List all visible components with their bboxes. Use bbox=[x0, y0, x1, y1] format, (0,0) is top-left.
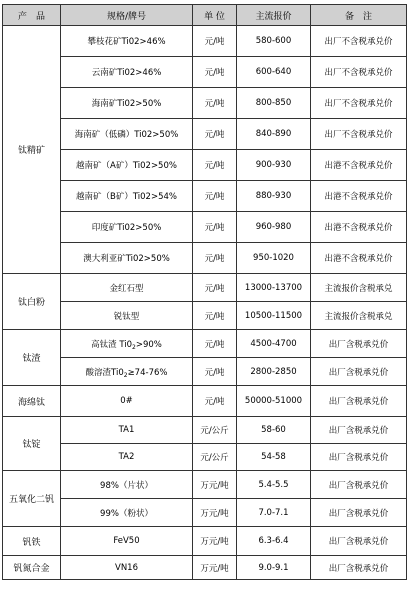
spec-cell: 印度矿Ti02>50% bbox=[61, 212, 193, 243]
table-row bbox=[3, 302, 407, 330]
unit-cell: 元/吨 bbox=[193, 88, 237, 119]
spec-cell: 海南矿（低磷）Ti02>50% bbox=[61, 119, 193, 150]
note-cell: 出港不含税承兑价 bbox=[311, 212, 407, 243]
note-cell: 出厂含税承兑价 bbox=[311, 417, 407, 444]
spec-cell: 攀枝花矿Ti02>46% bbox=[61, 26, 193, 57]
note-cell: 出厂含税承兑价 bbox=[311, 386, 407, 417]
table-row bbox=[3, 386, 407, 417]
spec-cell: 锐钛型 bbox=[61, 302, 193, 330]
note-cell: 出厂含税承兑价 bbox=[311, 471, 407, 499]
price-cell: 58-60 bbox=[237, 417, 311, 444]
spec-cell: TA1 bbox=[61, 417, 193, 444]
unit-cell: 万元/吨 bbox=[193, 499, 237, 527]
header-unit: 单 位 bbox=[193, 5, 237, 26]
unit-cell: 元/吨 bbox=[193, 386, 237, 417]
category-cell: 钛渣 bbox=[3, 330, 61, 386]
spec-cell bbox=[61, 330, 193, 358]
table-row bbox=[3, 330, 407, 358]
price-cell: 960-980 bbox=[237, 212, 311, 243]
price-table bbox=[2, 4, 407, 580]
table-row bbox=[3, 57, 407, 88]
spec-text: ≥74-76% bbox=[127, 367, 168, 378]
note-cell: 出厂含税承兑价 bbox=[311, 444, 407, 471]
spec-cell: 98%（片状） bbox=[61, 471, 193, 499]
note-cell: 出厂含税承兑价 bbox=[311, 556, 407, 580]
note-cell: 出港不含税承兑价 bbox=[311, 181, 407, 212]
spec-cell: 云南矿Ti02>46% bbox=[61, 57, 193, 88]
header-product: 产 品 bbox=[3, 5, 61, 26]
price-cell: 880-930 bbox=[237, 181, 311, 212]
category-cell: 钒氮合金 bbox=[3, 556, 61, 580]
category-cell: 五氧化二钒 bbox=[3, 471, 61, 527]
unit-cell: 元/吨 bbox=[193, 150, 237, 181]
category-cell: 钒铁 bbox=[3, 527, 61, 556]
table-row bbox=[3, 417, 407, 444]
price-cell: 5.4-5.5 bbox=[237, 471, 311, 499]
note-cell: 主流报价含税承兑 bbox=[311, 274, 407, 302]
unit-cell: 万元/吨 bbox=[193, 471, 237, 499]
subscript: 2 bbox=[132, 343, 136, 351]
spec-text: 高钛渣 Ti0 bbox=[91, 339, 133, 350]
note-cell: 出厂不含税承兑价 bbox=[311, 26, 407, 57]
spec-text: >90% bbox=[135, 339, 162, 350]
unit-cell: 元/公斤 bbox=[193, 444, 237, 471]
unit-cell: 元/吨 bbox=[193, 243, 237, 274]
header-spec: 规格/牌号 bbox=[61, 5, 193, 26]
category-cell: 钛精矿 bbox=[3, 26, 61, 274]
unit-cell: 元/吨 bbox=[193, 302, 237, 330]
unit-cell: 元/吨 bbox=[193, 212, 237, 243]
category-cell: 海绵钛 bbox=[3, 386, 61, 417]
subscript: 2 bbox=[123, 371, 128, 379]
spec-text: 酸溶渣Ti0 bbox=[85, 367, 124, 378]
note-cell: 出厂含税承兑价 bbox=[311, 358, 407, 386]
category-cell: 钛锭 bbox=[3, 417, 61, 471]
spec-cell: 99%（粉状） bbox=[61, 499, 193, 527]
unit-cell: 元/吨 bbox=[193, 274, 237, 302]
unit-cell: 元/吨 bbox=[193, 57, 237, 88]
table-row bbox=[3, 88, 407, 119]
note-cell: 出厂不含税承兑价 bbox=[311, 119, 407, 150]
unit-cell: 元/公斤 bbox=[193, 417, 237, 444]
table-row bbox=[3, 358, 407, 386]
price-cell: 950-1020 bbox=[237, 243, 311, 274]
spec-cell bbox=[61, 358, 193, 386]
price-cell: 4500-4700 bbox=[237, 330, 311, 358]
note-cell: 出港不含税承兑价 bbox=[311, 150, 407, 181]
unit-cell: 万元/吨 bbox=[193, 556, 237, 580]
table-row bbox=[3, 274, 407, 302]
table-row bbox=[3, 444, 407, 471]
spec-cell: VN16 bbox=[61, 556, 193, 580]
price-cell: 10500-11500 bbox=[237, 302, 311, 330]
spec-cell: TA2 bbox=[61, 444, 193, 471]
table-row bbox=[3, 26, 407, 57]
header-row bbox=[3, 5, 407, 26]
spec-cell: 0# bbox=[61, 386, 193, 417]
price-cell: 50000-51000 bbox=[237, 386, 311, 417]
unit-cell: 元/吨 bbox=[193, 358, 237, 386]
unit-cell: 万元/吨 bbox=[193, 527, 237, 556]
unit-cell: 元/吨 bbox=[193, 330, 237, 358]
price-cell: 54-58 bbox=[237, 444, 311, 471]
spec-cell: 海南矿Ti02>50% bbox=[61, 88, 193, 119]
unit-cell: 元/吨 bbox=[193, 181, 237, 212]
table-row bbox=[3, 527, 407, 556]
table-row bbox=[3, 556, 407, 580]
price-cell: 6.3-6.4 bbox=[237, 527, 311, 556]
table-row bbox=[3, 499, 407, 527]
spec-cell: FeV50 bbox=[61, 527, 193, 556]
spec-cell: 越南矿（A矿）Ti02>50% bbox=[61, 150, 193, 181]
unit-cell: 元/吨 bbox=[193, 26, 237, 57]
spec-cell: 越南矿（B矿）Ti02>54% bbox=[61, 181, 193, 212]
table-row bbox=[3, 212, 407, 243]
note-cell: 出厂含税承兑价 bbox=[311, 527, 407, 556]
note-cell: 出厂含税承兑价 bbox=[311, 499, 407, 527]
price-cell: 600-640 bbox=[237, 57, 311, 88]
price-cell: 7.0-7.1 bbox=[237, 499, 311, 527]
unit-cell: 元/吨 bbox=[193, 119, 237, 150]
table-row bbox=[3, 243, 407, 274]
price-cell: 2800-2850 bbox=[237, 358, 311, 386]
price-cell: 9.0-9.1 bbox=[237, 556, 311, 580]
table-row bbox=[3, 150, 407, 181]
price-cell: 840-890 bbox=[237, 119, 311, 150]
table-row bbox=[3, 471, 407, 499]
price-cell: 800-850 bbox=[237, 88, 311, 119]
note-cell: 出港不含税承兑价 bbox=[311, 243, 407, 274]
note-cell: 出厂不含税承兑价 bbox=[311, 88, 407, 119]
table-row bbox=[3, 119, 407, 150]
note-cell: 主流报价含税承兑 bbox=[311, 302, 407, 330]
price-cell: 900-930 bbox=[237, 150, 311, 181]
table-row bbox=[3, 181, 407, 212]
category-cell: 钛白粉 bbox=[3, 274, 61, 330]
spec-cell: 澳大利亚矿Ti02>50% bbox=[61, 243, 193, 274]
header-price: 主流报价 bbox=[237, 5, 311, 26]
price-cell: 580-600 bbox=[237, 26, 311, 57]
note-cell: 出厂不含税承兑价 bbox=[311, 57, 407, 88]
spec-cell: 金红石型 bbox=[61, 274, 193, 302]
header-note: 备 注 bbox=[311, 5, 407, 26]
price-cell: 13000-13700 bbox=[237, 274, 311, 302]
note-cell: 出厂含税承兑价 bbox=[311, 330, 407, 358]
